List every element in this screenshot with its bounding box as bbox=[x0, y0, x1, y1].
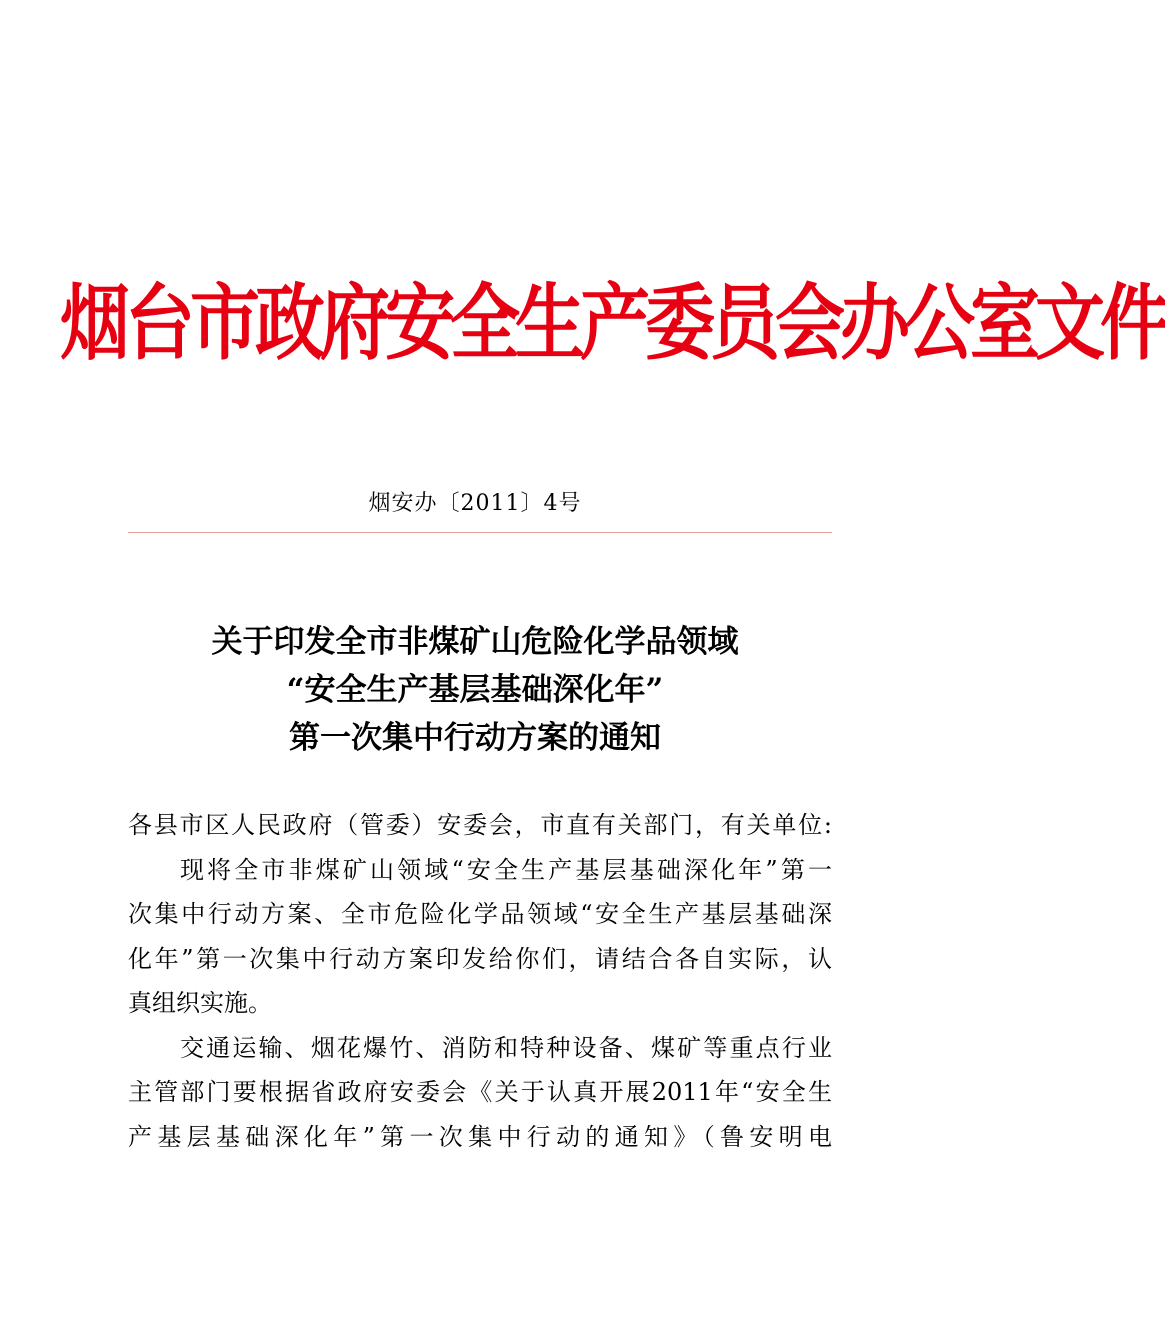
paragraph-1-line-3: 化年”第一次集中行动方案印发给你们，请结合各自实际，认 bbox=[128, 944, 832, 973]
paragraph-1-line-2: 次集中行动方案、全市危险化学品领域“安全生产基层基础深 bbox=[128, 900, 832, 928]
paragraph-2-line-3: 产基层基础深化年”第一次集中行动的通知》（鲁安明电 bbox=[128, 1122, 832, 1151]
issuing-authority-header: 烟台市政府安全生产委员会办公室文件 bbox=[60, 274, 1165, 372]
paragraph-2-line-2: 主管部门要根据省政府安委会《关于认真开展2011年“安全生 bbox=[128, 1078, 832, 1106]
document-title bbox=[0, 618, 950, 762]
salutation: 各县市区人民政府（管委）安委会，市直有关部门，有关单位: bbox=[128, 811, 832, 839]
document-number: 烟安办〔2011〕4号 bbox=[368, 491, 582, 516]
document-body bbox=[128, 803, 832, 1159]
header-divider bbox=[128, 532, 832, 533]
paragraph-2-line-1: 交通运输、烟花爆竹、消防和特种设备、煤矿等重点行业 bbox=[180, 1033, 832, 1062]
title-line-1: 关于印发全市非煤矿山危险化学品领域 bbox=[211, 624, 739, 660]
title-line-2: “安全生产基层基础深化年” bbox=[286, 672, 664, 708]
paragraph-1-line-1: 现将全市非煤矿山领域“安全生产基层基础深化年”第一 bbox=[180, 855, 832, 884]
paragraph-1-line-4: 真组织实施。 bbox=[128, 989, 272, 1017]
title-line-3: 第一次集中行动方案的通知 bbox=[289, 720, 661, 756]
